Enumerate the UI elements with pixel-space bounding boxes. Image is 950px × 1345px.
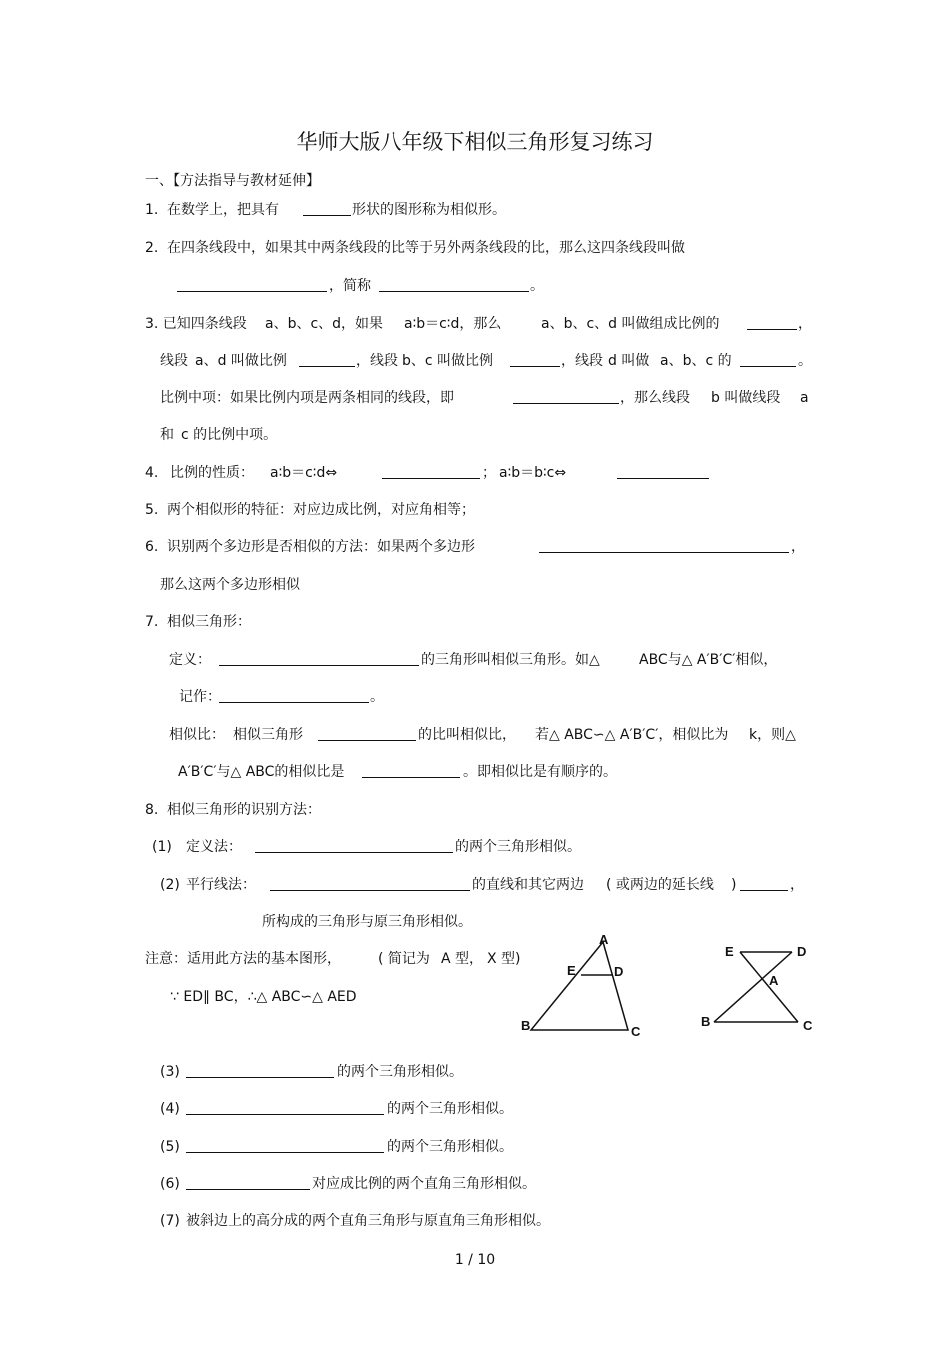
q8-item1-label: 定义法： (186, 839, 242, 855)
q8-number: 8. (145, 802, 159, 818)
q7-note-blank[interactable] (219, 688, 369, 703)
q2-text-a: 在四条线段中，如果其中两条线段的比等于另外两条线段的比，那么这四条线段叫做 (167, 240, 685, 256)
q3-text-g: a、d 叫做比例 (195, 353, 287, 369)
q3-text-j: ，线段 (561, 353, 603, 369)
q7-text-a: 相似三角形： (167, 614, 251, 630)
page-number: 1 / 10 (454, 1252, 496, 1268)
q8-item2-blank-2[interactable] (740, 876, 788, 891)
q4-number: 4. (145, 465, 159, 481)
segment-db (714, 952, 792, 1022)
fig-a-label-b: B (521, 1018, 531, 1033)
q8-item1-number: (1) (152, 839, 172, 855)
q7-ratio-text-d: 若△ ABC∽△ A′B′C′，相似比为 (535, 727, 729, 743)
q3-blank-3[interactable] (510, 352, 560, 367)
fig-x-label-a: A (769, 973, 779, 988)
q3-text-c: a∶b＝c∶d，那么 (404, 316, 502, 332)
q6-text-a: 识别两个多边形是否相似的方法：如果两个多边形 (167, 539, 475, 555)
q8-item2-number: (2) (160, 877, 180, 893)
q3-blank-2[interactable] (299, 352, 355, 367)
q8-item4-blank[interactable] (186, 1100, 384, 1115)
q8-item6-blank[interactable] (186, 1175, 310, 1190)
q7-number: 7. (145, 614, 159, 630)
fig-x-label-d: D (797, 944, 807, 959)
fig-x-label-b: B (701, 1014, 711, 1029)
q8-item2-blank-1[interactable] (270, 876, 470, 891)
fig-a-label-e: E (567, 963, 576, 978)
q5-text: 两个相似形的特征：对应边成比例，对应角相等； (167, 502, 475, 518)
q3-text-n: 比例中项：如果比例内项是两条相同的线段，即 (160, 390, 454, 406)
q3-blank-5[interactable] (513, 389, 619, 404)
q1-number: 1. (145, 202, 159, 218)
q5-number: 5. (145, 502, 159, 518)
q8-item4-number: (4) (160, 1101, 180, 1117)
q8-text-a: 相似三角形的识别方法： (167, 802, 321, 818)
q4-blank-1[interactable] (382, 464, 480, 479)
q2-text-c: 。 (530, 278, 544, 294)
q4-blank-2[interactable] (617, 464, 709, 479)
q3-blank-4[interactable] (740, 352, 796, 367)
q8-note: 注意：适用此方法的基本图形， (145, 951, 341, 967)
q3-text-p: b 叫做线段 (711, 390, 781, 406)
q3-text-s: c 的比例中项。 (181, 427, 278, 443)
q6-text-c: 那么这两个多边形相似 (160, 577, 300, 593)
figure-x-type (690, 935, 830, 1040)
q6-text-b: ， (791, 539, 805, 555)
q3-text-r: 和 (160, 427, 174, 443)
q7-def-text-b: 的三角形叫相似三角形。如△ (421, 652, 600, 668)
q7-ratio-text-c: 的比叫相似比， (418, 727, 516, 743)
q8-item3-text: 的两个三角形相似。 (337, 1064, 463, 1080)
q3-text-a: 3. 已知四条线段 (145, 316, 247, 332)
q3-text-d: a、b、c、d 叫做组成比例的 (541, 316, 720, 332)
q7-ratio-text-f: A′B′C′与△ ABC的相似比是 (178, 764, 345, 780)
q8-item1-blank[interactable] (255, 838, 453, 853)
q7-ratio-text-g: 。即相似比是有顺序的。 (463, 764, 617, 780)
fig-x-label-e: E (725, 944, 734, 959)
q8-item5-number: (5) (160, 1139, 180, 1155)
q6-number: 6. (145, 539, 159, 555)
q4-text-a: 比例的性质： (170, 465, 254, 481)
q3-text-h: ，线段 (356, 353, 398, 369)
q3-text-q: a (800, 390, 809, 406)
section-heading: 一、【方法指导与教材延伸】 (145, 173, 320, 189)
q7-note-end: 。 (370, 689, 384, 705)
page-title: 华师大版八年级下相似三角形复习练习 (296, 130, 654, 154)
q3-text-m: 。 (798, 353, 812, 369)
q8-item2-text-c: ( 或两边的延长线 (606, 877, 714, 893)
q4-text-d: a∶b＝b∶c⇔ (499, 465, 567, 481)
q7-def-text-c: ABC与△ A′B′C′相似， (639, 652, 778, 668)
q8-item2-text-f: 所构成的三角形与原三角形相似。 (262, 914, 472, 930)
q2-number: 2. (145, 240, 159, 256)
q3-text-o: ，那么线段 (620, 390, 690, 406)
q7-ratio-label: 相似比： (169, 727, 225, 743)
q7-def-blank[interactable] (219, 651, 419, 666)
q1-text-b: 形状的图形称为相似形。 (352, 202, 506, 218)
q2-text-b: ，简称 (329, 278, 371, 294)
q7-ratio-blank-2[interactable] (362, 763, 460, 778)
q8-note-c: A 型， (441, 951, 484, 967)
fig-a-label-a: A (599, 932, 609, 947)
figure-a-type (510, 928, 650, 1044)
q8-item2-text-e: ， (790, 877, 804, 893)
q4-text-b: a∶b＝c∶d⇔ (270, 465, 338, 481)
q7-ratio-text-e: k，则△ (749, 727, 796, 743)
q8-item4-text: 的两个三角形相似。 (387, 1101, 513, 1117)
q7-ratio-text-b: 相似三角形 (233, 727, 303, 743)
q8-item7-number: (7) (160, 1213, 180, 1229)
q8-item7-text: 被斜边上的高分成的两个直角三角形与原直角三角形相似。 (186, 1213, 550, 1229)
q7-def-label: 定义： (169, 652, 211, 668)
q3-text-k: d 叫做 (608, 353, 650, 369)
q8-note-b: ( 简记为 (378, 951, 430, 967)
q8-item2-text-d: ) (731, 877, 737, 893)
q8-item3-number: (3) (160, 1064, 180, 1080)
q4-text-c: ； (482, 465, 496, 481)
q8-note-d: X 型) (487, 951, 521, 967)
q3-text-l: a、b、c 的 (660, 353, 732, 369)
q8-item5-blank[interactable] (186, 1138, 384, 1153)
q1-text-a: 在数学上，把具有 (167, 202, 279, 218)
q8-item1-text: 的两个三角形相似。 (455, 839, 581, 855)
q3-text-i: b、c 叫做比例 (402, 353, 494, 369)
triangle-abc (531, 942, 628, 1030)
q2-blank-2[interactable] (379, 277, 529, 292)
q3-text-b: a、b、c、d，如果 (265, 316, 384, 332)
q3-text-e: ， (798, 316, 812, 332)
q8-item3-blank[interactable] (186, 1063, 334, 1078)
q8-item5-text: 的两个三角形相似。 (387, 1139, 513, 1155)
q1-blank[interactable] (303, 201, 351, 216)
fig-a-label-d: D (614, 964, 624, 979)
q3-text-f: 线段 (160, 353, 188, 369)
fig-a-label-c: C (631, 1024, 641, 1039)
q8-item2-text-b: 的直线和其它两边 (472, 877, 584, 893)
fig-x-label-c: C (803, 1018, 813, 1033)
q8-item6-number: (6) (160, 1176, 180, 1192)
q6-blank[interactable] (539, 538, 789, 553)
q8-item6-text: 对应成比例的两个直角三角形相似。 (312, 1176, 536, 1192)
q8-because: ∵ ED∥ BC，∴△ ABC∽△ AED (170, 989, 357, 1005)
q7-ratio-blank-1[interactable] (318, 726, 416, 741)
q8-item2-label: 平行线法： (186, 877, 256, 893)
q7-note-label: 记作： (179, 689, 221, 705)
q3-blank-1[interactable] (747, 315, 797, 330)
q2-blank-1[interactable] (177, 277, 327, 292)
